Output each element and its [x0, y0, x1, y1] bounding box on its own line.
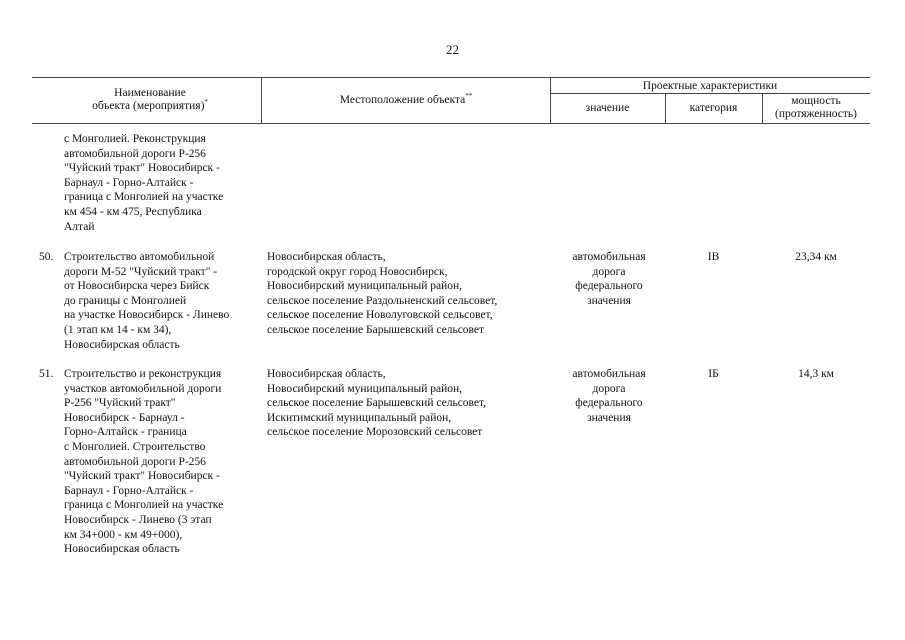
header-bottom-border	[32, 123, 870, 124]
row-51-capacity: 14,3 км	[798, 368, 834, 380]
row-51-number: 51.	[39, 368, 54, 380]
project-subheader-border	[550, 93, 870, 94]
header-location-text: Местоположение объекта	[339, 94, 466, 106]
header-category: категория	[689, 102, 738, 114]
row-50-value: автомобильная дорога федерального значения	[572, 251, 646, 307]
row-51-value: автомобильная дорога федерального значения	[572, 368, 646, 424]
header-object-name	[40, 87, 260, 113]
header-top-border	[32, 77, 870, 78]
header-capacity: мощность (протяженность)	[775, 95, 857, 120]
header-value: значение	[585, 102, 630, 114]
header-location-sup: **	[465, 92, 473, 101]
page-number: 22	[446, 42, 459, 57]
row-51-location: Новосибирская область, Новосибирский муниципальный район, сельское поселение Барышевский сельсовет, Искитимский муниципальный район, сельское поселение Морозовский сельсовет	[267, 368, 487, 439]
continuation-object-name: с Монголией. Реконструкция автомобильной дороги Р-256 "Чуйский тракт" Новосибирск - Барнаул - Горно-Алтайск - граница с Монголией на участке км 454 - км 475, Республика Алтай	[64, 133, 224, 233]
row-50-category: IВ	[707, 251, 720, 263]
header-object-name-sup: *	[204, 98, 208, 107]
header-object-name-text: Наименование объекта (мероприятия)	[92, 87, 205, 112]
row-50-number: 50.	[39, 251, 54, 263]
header-location	[262, 94, 550, 107]
row-50-location: Новосибирская область, городской округ город Новосибирск, Новосибирский муниципальный район, сельское поселение Раздольненский сельсовет, сельское поселение Новолуговской сельсовет, сельское поселение Барышевский сельсовет	[267, 251, 498, 336]
row-51-object-name: Строительство и реконструкция участков автомобильной дороги Р-256 "Чуйский тракт" Новосибирск - Барнаул - Горно-Алтайск - граница с Монголией. Строительство автомобильной дороги Р-256 "Чуйский тракт" Новосибирск - Барнаул - Горно-Алтайск - граница с Монголией на участке Новосибирск - Линево (3 этап км 34+000 - км 49+000), Новосибирская область	[64, 368, 224, 556]
row-50-capacity: 23,34 км	[795, 251, 837, 263]
row-50-object-name: Строительство автомобильной дороги М-52 "Чуйский тракт" - от Новосибирска через Бийск до границы с Монголией на участке Новосибирск - Линево (1 этап км 14 - км 34), Новосибирская область	[64, 251, 230, 351]
row-51-category: IБ	[708, 368, 719, 380]
header-project-characteristics: Проектные характеристики	[642, 80, 778, 92]
